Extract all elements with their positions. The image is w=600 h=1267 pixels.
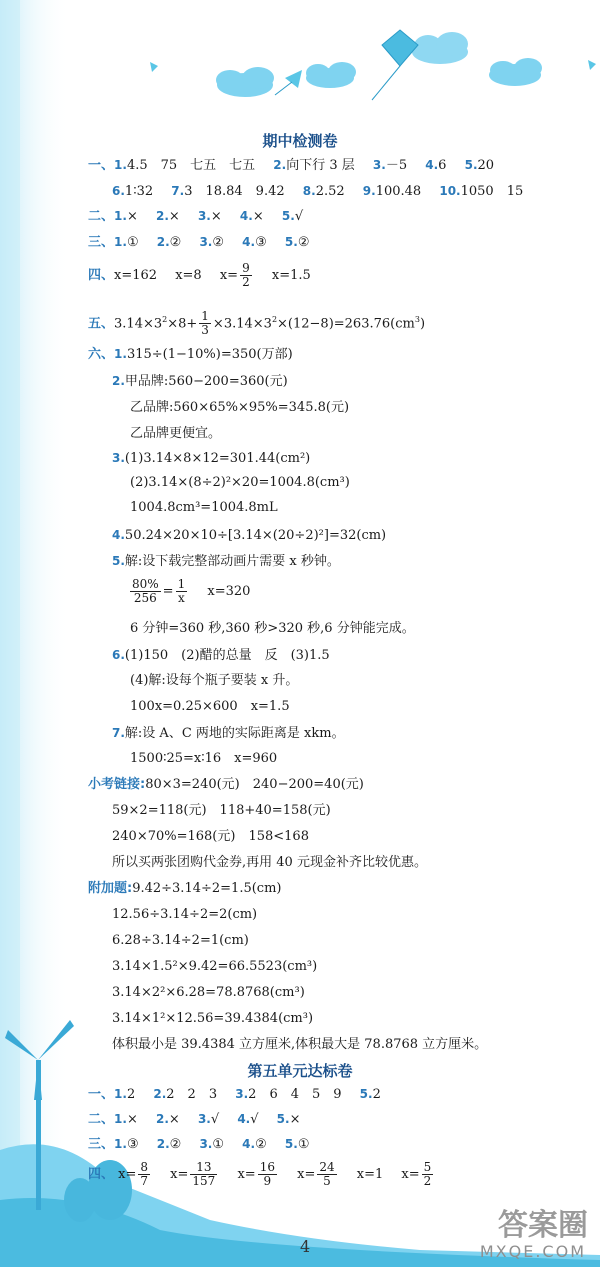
answer-text: ②: [212, 235, 225, 250]
answer-line: 所以买两张团购代金券,再用 40 元现金补齐比较优惠。: [112, 855, 427, 870]
answer-text: =: [162, 584, 174, 599]
item-number: 6.: [112, 648, 125, 662]
answer-text: 315÷(1−10%)=350(万部): [126, 347, 293, 362]
item-number: 3.: [199, 235, 213, 249]
answer-text: 甲品牌:560−200=360(元): [124, 374, 288, 389]
answer-line: [112, 372, 288, 391]
answer-line: [88, 1085, 381, 1104]
answer-line: 1004.8cm³=1004.8mL: [130, 500, 278, 515]
section-label: 附加题:: [88, 881, 133, 896]
answer-text: ①: [297, 1137, 310, 1152]
item-number: 3.: [197, 1112, 211, 1126]
answer-text: 3 18.84 9.42: [184, 184, 285, 199]
answer-line: 59×2=118(元) 118+40=158(元): [112, 803, 331, 818]
item-number: 7.: [171, 184, 185, 198]
answer-text: 9.42÷3.14÷2=1.5(cm): [132, 881, 282, 896]
item-number: 3.: [112, 451, 125, 465]
item-number: 5.: [359, 1087, 373, 1101]
item-number: 1.: [114, 158, 127, 172]
item-number: 5.: [281, 209, 295, 223]
item-number: 5.: [284, 1137, 298, 1151]
answer-text: 100.48: [375, 184, 422, 199]
answer-line: [88, 776, 364, 794]
answer-text: x=1: [356, 1167, 384, 1182]
question-label: 三、: [88, 235, 115, 250]
answer-text: 2 2 3: [166, 1087, 218, 1102]
answer-text: ×: [210, 209, 222, 224]
item-number: 1.: [114, 235, 127, 249]
answer-line: 12.56÷3.14÷2=2(cm): [112, 907, 258, 922]
item-number: 4.: [112, 528, 125, 542]
answer-line: [112, 724, 345, 743]
item-number: 6.: [112, 184, 125, 198]
answer-line: [112, 646, 330, 665]
item-number: 2.: [273, 158, 287, 172]
item-number: 4.: [239, 209, 253, 223]
item-number: 2.: [155, 1112, 169, 1126]
item-number: 4.: [242, 235, 256, 249]
answer-text: ×: [126, 209, 138, 224]
item-number: 2.: [153, 1087, 167, 1101]
item-number: 8.: [302, 184, 316, 198]
answer-text: √: [250, 1112, 259, 1127]
item-number: 3.: [372, 158, 386, 172]
item-number: 5.: [284, 235, 298, 249]
answer-line: [88, 1135, 309, 1154]
item-number: 10.: [439, 184, 461, 198]
answer-text: (1)3.14×8×12=301.44(cm²): [124, 451, 311, 466]
section-title: 期中检测卷: [262, 132, 338, 150]
answer-line: 100x=0.25×600 x=1.5: [130, 699, 290, 714]
cloud-icon: [412, 32, 468, 64]
kite-icon: [588, 60, 596, 70]
fraction: $\frac{1}{3}$: [201, 309, 209, 338]
answer-line: 3.14×1.5²×9.42=66.5523(cm³): [112, 959, 318, 974]
answer-text: ): [419, 316, 426, 332]
item-number: 4.: [242, 1137, 256, 1151]
item-number: 1.: [114, 1087, 127, 1101]
answer-text: 3.14×3: [114, 316, 163, 332]
answer-text: 解:设 A、C 两地的实际距离是 xkm。: [124, 726, 345, 741]
answer-text: x=8: [175, 268, 202, 283]
answer-text: x=162: [114, 268, 158, 283]
fraction: $\frac{1}{x}$: [177, 577, 186, 605]
item-number: 1.: [114, 347, 127, 361]
answer-line: [112, 526, 386, 545]
item-number: 3.: [235, 1087, 249, 1101]
answer-text: 解:设下载完整部动画片需要 x 秒钟。: [124, 554, 340, 569]
answer-text: ×: [168, 1112, 180, 1127]
answer-text: 1∶32: [124, 184, 154, 199]
answer-line: 体积最小是 39.4384 立方厘米,体积最大是 78.8768 立方厘米。: [112, 1037, 488, 1052]
question-label: 四、: [88, 1167, 115, 1182]
item-number: 2.: [155, 209, 169, 223]
answer-text: ×: [168, 209, 180, 224]
answer-line: [88, 156, 494, 175]
answer-line: [88, 345, 293, 364]
item-number: 1.: [114, 1137, 127, 1151]
answer-text: 2.52: [315, 184, 345, 199]
page-number: 4: [300, 1237, 311, 1256]
answer-text: x=: [219, 268, 239, 283]
answer-line: 6 分钟=360 秒,360 秒>320 秒,6 分钟能完成。: [130, 621, 415, 636]
kite-icon: [372, 30, 418, 100]
answer-text: 80×3=240(元) 240−200=40(元): [145, 777, 364, 792]
answer-text: (1)150 (2)醋的总量 反 (3)1.5: [124, 648, 330, 663]
watermark-url: MXQE.COM: [479, 1242, 586, 1261]
answer-text: －5: [385, 158, 408, 173]
answer-text: ③: [126, 1137, 139, 1152]
question-label: 四、: [88, 268, 115, 283]
item-number: 4.: [425, 158, 439, 172]
answer-text: ②: [297, 235, 310, 250]
fraction: $\frac{80\%}{256}$: [132, 577, 159, 605]
answer-text: ①: [126, 235, 139, 250]
item-number: 5.: [112, 554, 125, 568]
cloud-icon: [306, 62, 356, 88]
answer-text: 2: [372, 1087, 381, 1102]
answer-text: 2: [126, 1087, 136, 1102]
fraction: $\frac{5}{2}$: [423, 1160, 432, 1188]
question-label: 五、: [88, 316, 115, 332]
fraction: $\frac{24}{5}$: [319, 1160, 335, 1188]
watermark-logo: 答案圈: [498, 1208, 588, 1243]
question-label: 一、: [88, 1087, 115, 1102]
answer-text: 6: [438, 158, 447, 173]
fraction: $\frac{8}{7}$: [140, 1160, 149, 1188]
item-number: 5.: [464, 158, 478, 172]
fraction: $\frac{16}{9}$: [259, 1160, 275, 1188]
item-number: 2.: [156, 1137, 170, 1151]
item-number: 4.: [237, 1112, 251, 1126]
answer-line: 3.14×1²×12.56=39.4384(cm³): [112, 1011, 314, 1026]
item-number: 5.: [276, 1112, 290, 1126]
answer-text: ×8+: [167, 316, 198, 332]
answer-text: √: [294, 209, 304, 224]
answer-text: ②: [169, 1137, 182, 1152]
question-label: 二、: [88, 209, 115, 224]
cloud-icon: [216, 67, 274, 97]
answer-text: 4.5 75 七五 七五: [126, 158, 256, 173]
answer-text: √: [210, 1112, 220, 1127]
answer-line: 6.28÷3.14÷2=1(cm): [112, 933, 249, 948]
question-label: 二、: [88, 1112, 115, 1127]
answer-line: [112, 182, 523, 201]
answer-text: 20: [477, 158, 495, 173]
item-number: 2.: [156, 235, 170, 249]
answer-text: x=320: [207, 584, 251, 599]
answer-line: 四、 x= $\frac{8}{7}$ x= $\frac{13}{157}$ x= $\frac{16}{9}$ x= $\frac{24}{5}$ x=1 x= $\frac{5}{2}$: [88, 1160, 432, 1188]
answer-text: 1050 15: [460, 184, 524, 199]
answer-line: [128, 578, 250, 606]
fraction: $\frac{13}{157}$: [192, 1160, 216, 1188]
kite-icon: [150, 62, 158, 72]
answer-line: 乙品牌更便宜。: [130, 426, 222, 441]
answer-text: ①: [212, 1137, 225, 1152]
answer-line: 乙品牌:560×65%×95%=345.8(元): [130, 400, 350, 415]
answer-text: ③: [255, 235, 267, 250]
answer-text: ②: [255, 1137, 267, 1152]
answer-line: (2)3.14×(8÷2)²×20=1004.8(cm³): [130, 475, 350, 490]
answer-text: x=1.5: [271, 268, 311, 283]
item-number: 1.: [114, 1112, 127, 1126]
section-title: 第五单元达标卷: [247, 1062, 353, 1080]
answer-text: 2 6 4 5 9: [248, 1087, 342, 1102]
answer-text: ×3.14×3: [212, 316, 272, 332]
question-label: 三、: [88, 1137, 115, 1152]
answer-line: 五、$3.14\times 3^2\times 8+$ $\frac{1}{3}$ $\times 3.14\times 3^2\times(12-8)=263.76(cm^3)$: [88, 309, 426, 338]
answer-line: [88, 880, 281, 898]
answer-text: 向下行 3 层: [286, 158, 355, 173]
item-number: 9.: [362, 184, 376, 198]
question-label: 一、: [88, 158, 115, 173]
question-label: 六、: [88, 347, 115, 362]
answer-line: 3.14×2²×6.28=78.8768(cm³): [112, 985, 305, 1000]
answer-line: [88, 233, 309, 252]
answer-line: 1500∶25=x∶16 x=960: [130, 751, 278, 766]
answer-line: (4)解:设每个瓶子要装 x 升。: [130, 673, 299, 688]
answer-line: 240×70%=168(元) 158<168: [112, 829, 309, 844]
answer-text: 50.24×20×10÷[3.14×(20÷2)²]=32(cm): [124, 528, 387, 543]
answer-text: ②: [169, 235, 182, 250]
fraction: $\frac{9}{2}$: [242, 261, 250, 289]
cloud-icon: [489, 58, 542, 86]
answer-text: ×: [126, 1112, 138, 1127]
answer-line: [88, 262, 311, 290]
kite-icon: [275, 70, 302, 95]
item-number: 1.: [114, 209, 127, 223]
answer-text: ×(12−8)=263.76(cm: [277, 316, 415, 332]
item-number: 3.: [199, 1137, 213, 1151]
answer-line: [112, 449, 310, 468]
answer-line: [88, 1110, 301, 1129]
section-label: 小考链接:: [88, 777, 146, 792]
item-number: 7.: [112, 726, 125, 740]
item-number: 2.: [112, 374, 125, 388]
answer-line: [88, 207, 303, 226]
answer-text: ×: [252, 209, 264, 224]
answer-text: ×: [289, 1112, 301, 1127]
answer-line: [112, 552, 340, 571]
item-number: 3.: [197, 209, 211, 223]
